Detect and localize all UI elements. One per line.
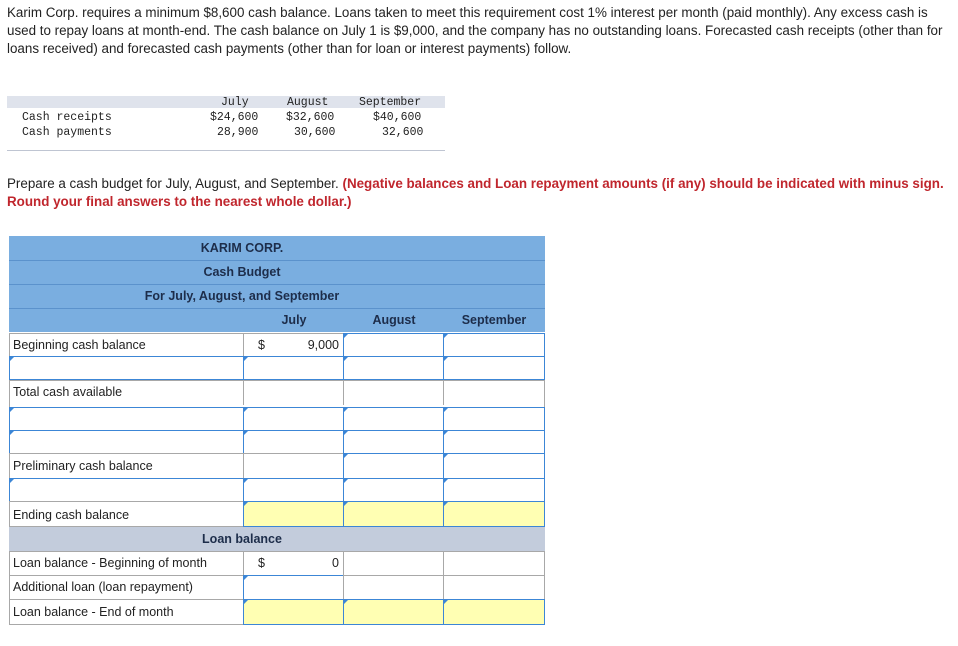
given-bottom-rule	[7, 150, 445, 151]
loan-section-title: Loan balance	[202, 532, 282, 546]
cell-input[interactable]	[243, 407, 344, 431]
given-cell: 30,600	[294, 126, 336, 139]
cell-input[interactable]	[443, 430, 545, 454]
preliminary-cash-july	[243, 453, 344, 479]
ending-cash-september-input[interactable]	[443, 501, 545, 527]
cell-input[interactable]	[343, 407, 444, 431]
ending-cash-july-input[interactable]	[243, 501, 344, 527]
cell-input[interactable]	[443, 407, 545, 431]
cell-input[interactable]	[243, 478, 344, 502]
company-name-header	[9, 236, 545, 260]
cell-value: 0	[332, 556, 339, 570]
loan-end-september-input[interactable]	[443, 599, 545, 625]
company-name: KARIM CORP.	[200, 241, 284, 255]
dollar-sign: $	[258, 338, 265, 352]
cell-input[interactable]	[443, 356, 545, 380]
row-label: Total cash available	[13, 385, 123, 399]
given-cell: $32,600	[286, 111, 335, 124]
instructions-warning: (Negative balances and Loan repayment amounts (if any) should be indicated with minus sign. Round your final answers to the nearest whole dollar.)	[7, 176, 944, 209]
cell-input[interactable]	[243, 430, 344, 454]
loan-beginning-august	[343, 551, 444, 576]
cell-input[interactable]	[343, 478, 444, 502]
beginning-cash-september-input[interactable]	[443, 333, 545, 357]
ending-cash-august-input[interactable]	[343, 501, 444, 527]
loan-end-label-cell	[9, 599, 244, 625]
given-col-september: September	[359, 96, 422, 109]
loan-beginning-july	[243, 551, 344, 576]
loan-end-july-input[interactable]	[243, 599, 344, 625]
row-label: Preliminary cash balance	[13, 459, 153, 473]
row-label-input[interactable]	[9, 478, 244, 502]
period: For July, August, and September	[144, 289, 340, 303]
cell-input[interactable]	[243, 356, 344, 380]
cell-input[interactable]	[443, 478, 545, 502]
beginning-cash-july	[243, 333, 344, 357]
beginning-cash-label-cell	[9, 333, 244, 357]
row-label: Loan balance - End of month	[13, 605, 174, 619]
preliminary-cash-label-cell	[9, 453, 244, 479]
row-label-input[interactable]	[9, 407, 244, 431]
given-cell: 32,600	[382, 126, 424, 139]
instructions-text: Prepare a cash budget for July, August, and September.	[7, 176, 339, 191]
dollar-sign: $	[258, 556, 265, 570]
col-september: September	[461, 313, 527, 327]
given-row-label: Cash payments	[22, 126, 112, 139]
period-header	[9, 285, 545, 308]
loan-beginning-september	[443, 551, 545, 576]
additional-loan-label-cell	[9, 575, 244, 600]
total-cash-label-cell	[9, 380, 244, 406]
row-label: Additional loan (loan repayment)	[13, 580, 193, 594]
column-header-row	[9, 309, 545, 332]
ending-cash-label-cell	[9, 501, 244, 527]
statement-title: Cash Budget	[203, 265, 281, 279]
given-cell: $40,600	[373, 111, 422, 124]
row-label: Ending cash balance	[13, 508, 130, 522]
col-august: August	[372, 313, 416, 327]
row-label: Beginning cash balance	[13, 338, 146, 352]
cell-input[interactable]	[343, 430, 444, 454]
given-data-table	[7, 96, 445, 152]
given-cell: 28,900	[217, 126, 259, 139]
loan-section-header	[9, 527, 545, 551]
row-label-input[interactable]	[9, 430, 244, 454]
total-cash-september	[443, 380, 545, 406]
additional-loan-july-input[interactable]	[243, 575, 344, 600]
additional-loan-august	[343, 575, 444, 600]
preliminary-cash-august-input[interactable]	[343, 453, 444, 479]
preliminary-cash-september-input[interactable]	[443, 453, 545, 479]
col-july: July	[281, 313, 307, 327]
cell-value: 9,000	[307, 338, 339, 352]
given-col-july: July	[221, 96, 249, 109]
given-cell: $24,600	[210, 111, 259, 124]
instructions	[7, 175, 952, 211]
loan-beginning-label-cell	[9, 551, 244, 576]
total-cash-july	[243, 380, 344, 406]
given-row-label: Cash receipts	[22, 111, 112, 124]
cell-input[interactable]	[343, 356, 444, 380]
statement-title-header	[9, 261, 545, 284]
given-col-august: August	[287, 96, 329, 109]
problem-statement: Karim Corp. requires a minimum $8,600 cash balance. Loans taken to meet this requirement cost 1% interest per month (paid monthly). Any excess cash is used to repay loans at month-end. The cash balance on July 1 is $9,000, and the company has no outstanding loans. Forecasted cash receipts (other than for loans received) and forecasted cash payments (other than for loan or interest payments) follow.	[7, 5, 943, 56]
total-cash-august	[343, 380, 444, 406]
row-label: Loan balance - Beginning of month	[13, 556, 207, 570]
beginning-cash-august-input[interactable]	[343, 333, 444, 357]
row-label-input[interactable]	[9, 356, 244, 380]
additional-loan-september	[443, 575, 545, 600]
loan-end-august-input[interactable]	[343, 599, 444, 625]
